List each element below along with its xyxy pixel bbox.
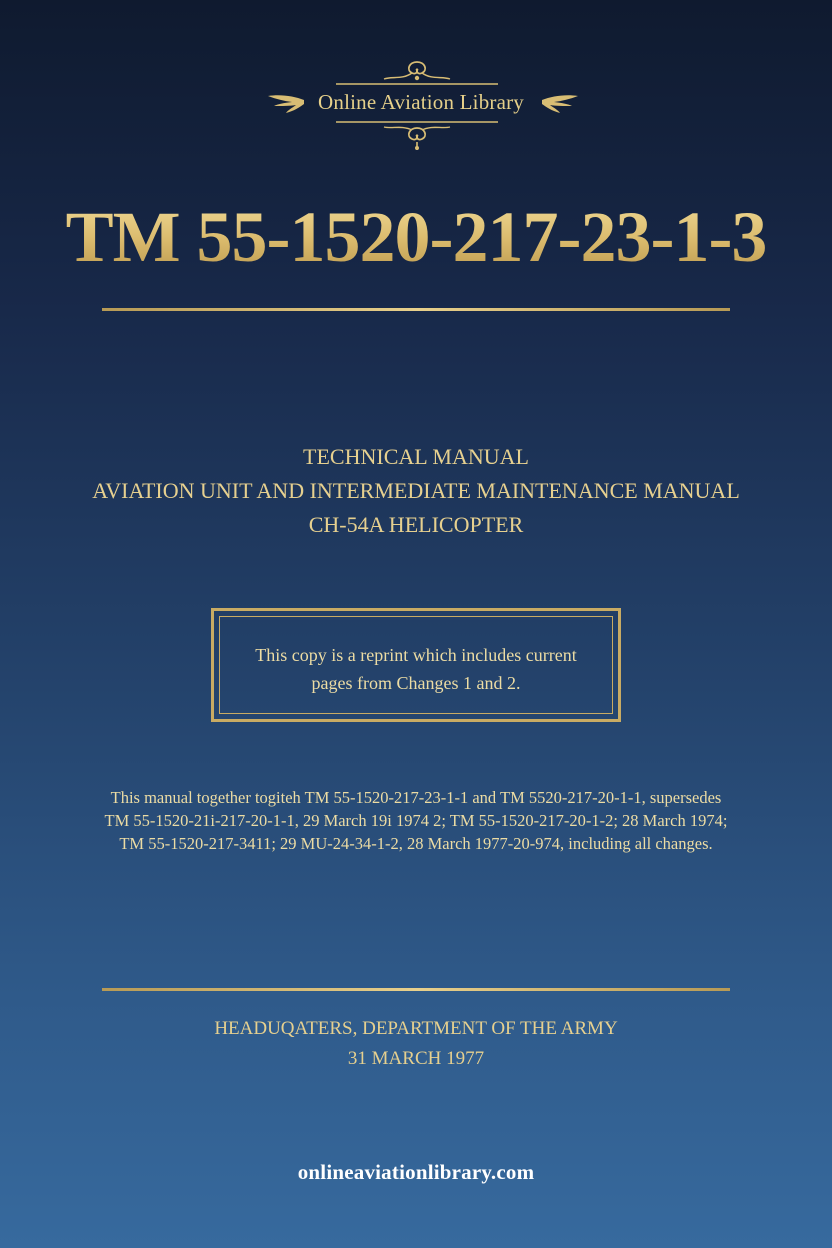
reprint-notice-line-1: This copy is a reprint which includes current [255, 645, 577, 665]
title-divider [102, 308, 730, 311]
manual-type: TECHNICAL MANUAL [303, 444, 529, 469]
supersession-line-2: TM 55-1520-21i-217-20-1-1, 29 March 19i 1974 2; TM 55-1520-217-20-1-2; 28 March 1974; [104, 811, 728, 830]
issuing-authority [0, 1014, 832, 1074]
library-name: Online Aviation Library [318, 90, 524, 114]
aircraft-model: CH-54A HELICOPTER [308, 512, 524, 537]
publication-date: 31 MARCH 1977 [347, 1048, 485, 1069]
reprint-notice-text [214, 641, 618, 697]
footer-divider [102, 988, 730, 991]
scroll-ornament-icon [336, 118, 498, 152]
manual-title: AVIATION UNIT AND INTERMEDIATE MAINTENANCE MANUAL [92, 478, 740, 503]
wing-icon [540, 92, 580, 116]
reprint-notice-box [211, 608, 621, 722]
manual-headings [0, 440, 832, 542]
reprint-notice-line-2: pages from Changes 1 and 2. [311, 673, 521, 693]
supersession-statement [0, 786, 832, 855]
supersession-line-3: TM 55-1520-217-3411; 29 MU-24-34-1-2, 28 March 1977-20-974, including all changes. [119, 834, 713, 853]
headquarters-name: HEADUQATERS, DEPARTMENT OF THE ARMY [214, 1018, 618, 1039]
scroll-ornament-icon [336, 58, 498, 88]
supersession-line-1: This manual together togiteh TM 55-1520-217-23-1-1 and TM 5520-217-20-1-1, supersedes [110, 788, 722, 807]
document-number: TM 55-1520-217-23-1-3 [0, 196, 832, 279]
library-logo [0, 58, 832, 158]
website-url: onlineaviationlibrary.com [297, 1160, 535, 1184]
